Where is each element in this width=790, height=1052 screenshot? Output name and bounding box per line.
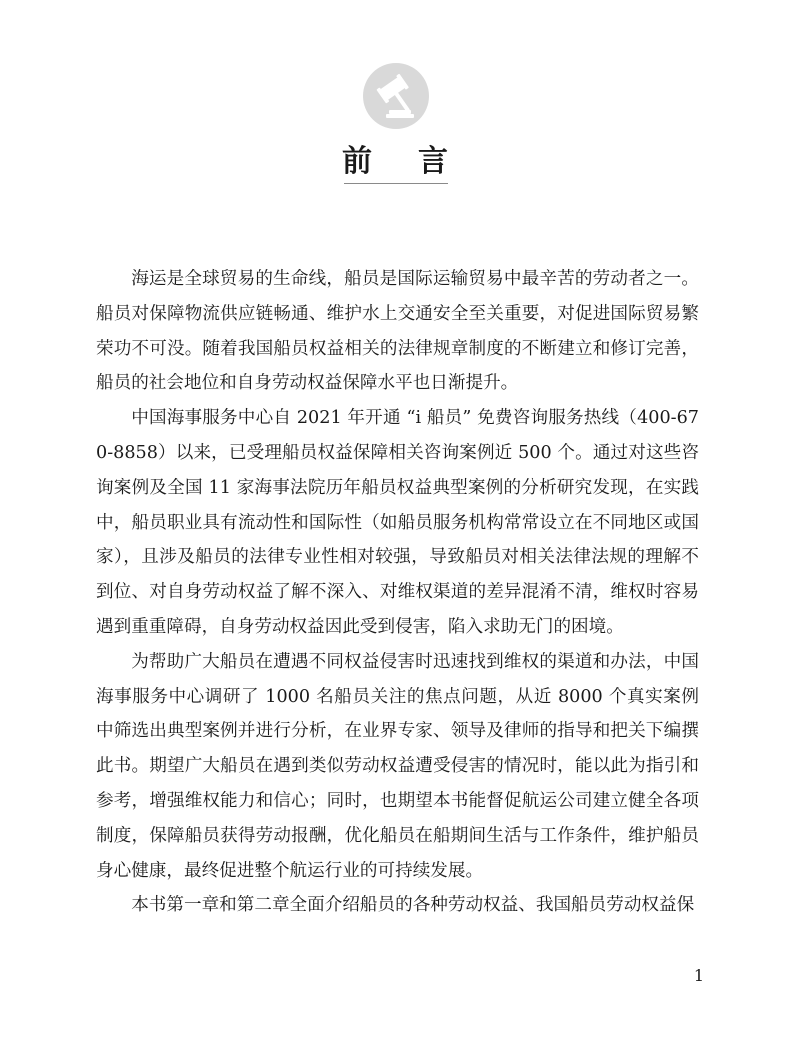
- paragraph: 海运是全球贸易的生命线，船员是国际运输贸易中最辛苦的劳动者之一。船员对保障物流供应链畅通、维护水上交通安全至关重要，对促进国际贸易繁荣功不可没。随着我国船员权益相关的法律规章制度的不断建立和修订完善，船员的社会地位和自身劳动权益保障水平也日渐提升。: [96, 269, 699, 394]
- title-underline: [344, 183, 448, 184]
- paragraph: 中国海事服务中心自 2021 年开通 “i 船员” 免费咨询服务热线（400-670-8858）以来，已受理船员权益保障相关咨询案例近 500 个。通过对这些咨询案例及全国 11 家海事法院历年船员权益典型案例的分析研究发现，在实践中，船员职业具有流动性和国际性（如船员服务机构常常设立在不同地区或国家），且涉及船员的法律专业性相对较强，导致船员对相关法律法规的理解不到位、对自身劳动权益了解不深入、对维权渠道的差异混淆不清，维权时容易遇到重重障碍，自身劳动权益因此受到侵害，陷入求助无门的困境。: [96, 408, 699, 637]
- gavel-emblem: [363, 63, 429, 129]
- body-text: [96, 262, 699, 923]
- title-block: [0, 142, 790, 182]
- paragraph: 本书第一章和第二章全面介绍船员的各种劳动权益、我国船员劳动权益保: [131, 895, 695, 916]
- page-number: 1: [693, 966, 704, 985]
- paragraph: 为帮助广大船员在遭遇不同权益侵害时迅速找到维权的渠道和办法，中国海事服务中心调研了 1000 名船员关注的焦点问题，从近 8000 个真实案例中筛选出典型案例并进行分析，在业界专家、领导及律师的指导和把关下编撰此书。期望广大船员在遇到类似劳动权益遭受侵害的情况时，能以此为指引和参考，增强维权能力和信心；同时，也期望本书能督促航运公司建立健全各项制度，保障船员获得劳动报酬，优化船员在船期间生活与工作条件，维护船员身心健康，最终促进整个航运行业的可持续发展。: [96, 651, 699, 881]
- page-title: 前言: [342, 144, 494, 179]
- gavel-icon: [363, 63, 429, 129]
